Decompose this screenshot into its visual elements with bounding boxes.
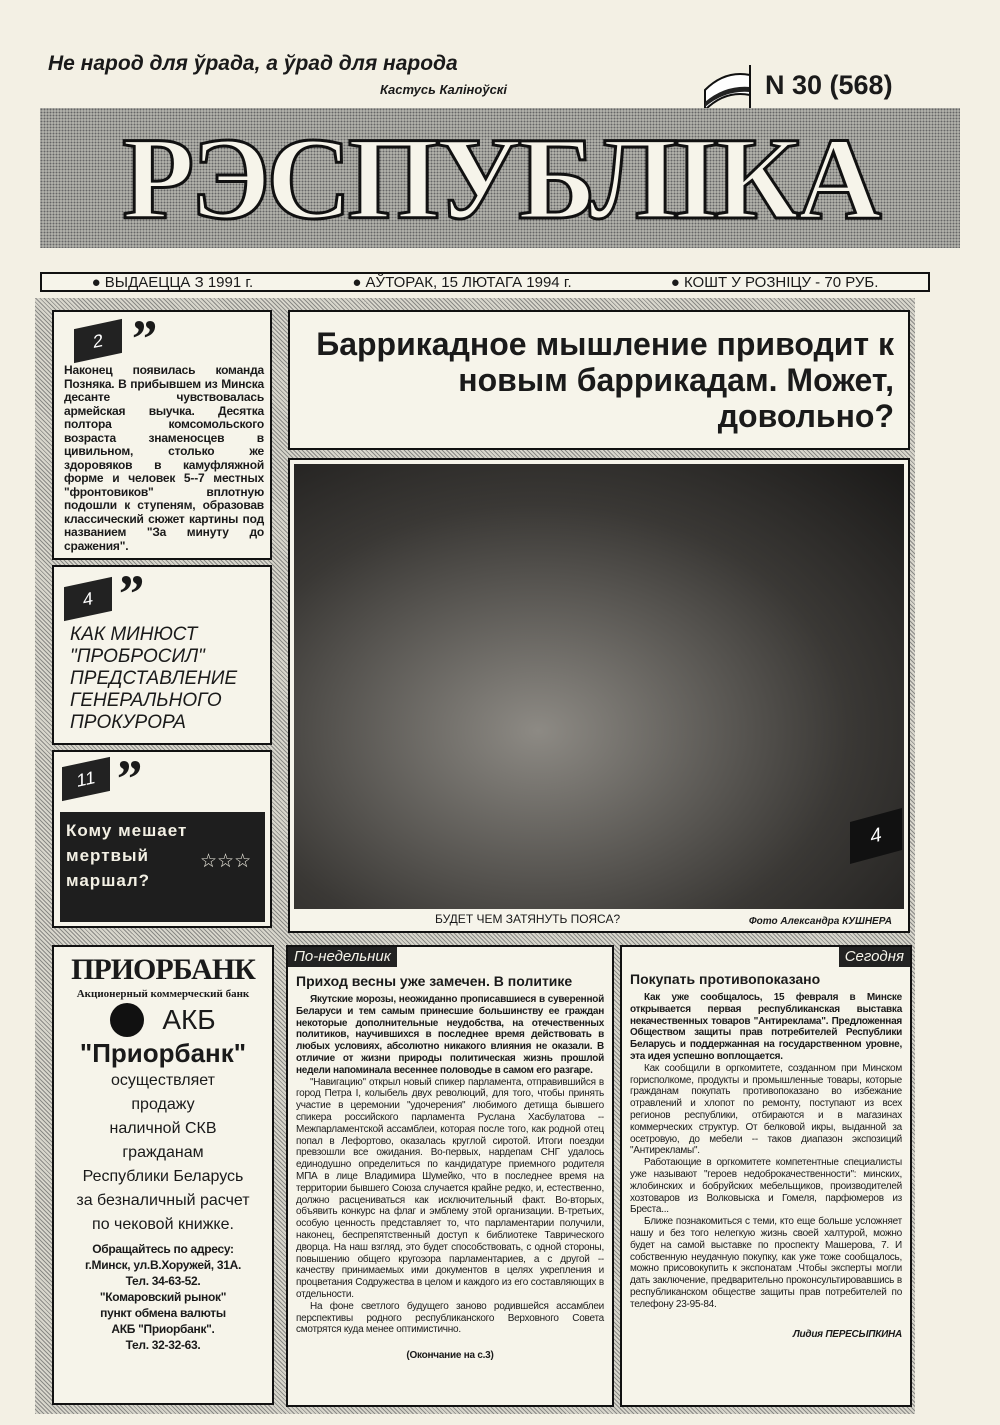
quote-icon: ” [114, 749, 141, 809]
ad-akb: АКБ [162, 1004, 216, 1035]
masthead-title: РЭСПУБЛІКА [122, 112, 878, 244]
ad-contact-line: г.Минск, ул.В.Хоружей, 31А. [84, 1258, 242, 1272]
article-paragraph: На фоне светлого будущего заново родившейся ассамблеи перспективы родного республиканского Верховного Совета смотрятся куда менее оптимистично. [296, 1300, 604, 1336]
motto: Не народ для ўрада, а ўрад для народа [48, 52, 458, 75]
stars-icon: ☆☆☆ [200, 851, 252, 872]
photo-page-badge: 4 [850, 808, 902, 864]
teaser-page-4[interactable] [52, 565, 272, 745]
lead-photo-box[interactable] [288, 458, 910, 933]
article-paragraph: Ближе познакомиться с теми, кто еще больше усложняет нашу и без того нелегкую жизнь своей халтурой, можно будет на самой выставке по проспекту Машерова, 7. И собственную неудачную покупку, как уже тоже сообщалось, можно присовокупить к экспонатам .Чтобы эксперты могли дать заключение, предварительно проконсультировавшись в республиканском обществе защиты прав потребителей по телефону 23-95-84. [630, 1216, 902, 1310]
ad-contact-line: Тел. 34-63-52. [125, 1274, 201, 1288]
teaser-text: Кому мешает мертвый маршал? [66, 821, 188, 890]
page-badge: 2 [74, 319, 122, 363]
article-title: Покупать противопоказано [630, 971, 821, 987]
photo-caption: БУДЕТ ЧЕМ ЗАТЯНУТЬ ПОЯСА? [435, 912, 621, 926]
article-po-nedelnik [286, 945, 614, 1407]
ad-line: осуществляет [111, 1072, 215, 1089]
priorbank-ad[interactable] [52, 945, 274, 1405]
page-badge: 4 [64, 577, 112, 621]
quote-icon: ” [129, 309, 156, 369]
price: ● КОШТ У РОЗНІЦУ - 70 РУБ. [670, 273, 879, 291]
ad-line: по чековой книжке. [92, 1216, 234, 1233]
bank-logo-icon [110, 1003, 144, 1037]
rubric: По-недельник [288, 947, 397, 967]
lead-headline: Баррикадное мышление приводит к новым баррикадам. Может, довольно? [316, 326, 894, 434]
ad-bank-name: "Приорбанк" [79, 1038, 247, 1068]
article-paragraph: "Навигацию" открыл новый спикер парламента, отправившийся в город Петра I, колыбель двух революций, для того, чтобы принять участие в церемонии "удочерения" любимого детища бывшего спикера российского парламента Руслана Хасбулатова -- Межпарламентской ассамблеи, которая после того, как родной отец попал в Лефортово, оказалась круглой сиротой. Итоги поездки превзошли все ожидания. Во-первых, нардепам СНГ удалось единодушно определиться по кандидатуре приемного родителя МПА в лице Владимира Шумейко, что в последнее время на территории бывшего Союза случается крайне редко, и, естественно, должно расцениваться как исключительный факт. Во-вторых, объявить конкурс на флаг и эмблему этой организации. В-третьих, особую ценность представляет то, что парламентарии получили, наконец, беспрепятственный доступ к библиотеке Таврического дворца. На наш взгляд, это будет способствовать, с одной стороны, повышению общего кругозора парламентариев, а с другой -- качеству принимаемых ими документов в целях укрепления и процветания Содружества в целом и каждого из его составляющих в отдельности. [296, 1076, 604, 1300]
teaser-text: КАК МИНЮСТ "ПРОБРОСИЛ" ПРЕДСТАВЛЕНИЕ ГЕНЕРАЛЬНОГО ПРОКУРОРА [70, 624, 238, 733]
ad-contact-line: Обращайтесь по адресу: [92, 1242, 234, 1256]
ad-contact-line: "Комаровский рынок" [99, 1290, 227, 1304]
article-title: Приход весны уже замечен. В политике [296, 973, 573, 989]
date-bar [40, 272, 930, 292]
article-paragraph: Работающие в оргкомитете компетентные специалисты уже называют "героев недоброкачественности": минских, жлобинских и бобруйских мебельщиков, производителей хозтоваров из Волковыска и Гомеля, парфюмеров из Бреста... [630, 1157, 902, 1216]
issue-number: N 30 (568) [765, 70, 893, 100]
ad-logo: ПРИОРБАНК [71, 953, 255, 986]
ad-subtitle: Акционерный коммерческий банк [76, 988, 250, 1000]
quote-icon: ” [116, 564, 143, 624]
teaser-page-2[interactable] [52, 310, 272, 560]
lead-headline-box [288, 310, 910, 450]
article-lead: Якутские морозы, неожиданно прописавшиеся в суверенной Беларуси и тем самым принесшие большинству ее граждан некоторые дополнительные неудобства, на отечественных политиков, научившихся в последнее время действовать в любых условиях, абсолютно никакого влияния не оказали. В отличие от жизни природы политическая жизнь прошлой недели напоминала весеннее половодье в самом его разгаре. [296, 994, 604, 1076]
ad-line: наличной СКВ [109, 1120, 217, 1137]
article-author: Лидия ПЕРЕСЫПКИНА [792, 1328, 902, 1340]
masthead-logo [40, 108, 960, 248]
ad-line: продажу [131, 1096, 195, 1113]
date: ● АЎТОРАК, 15 ЛЮТАГА 1994 г. [352, 273, 572, 291]
article-segodnya [620, 945, 912, 1407]
lead-photo[interactable] [294, 464, 904, 909]
motto-author: Кастусь Каліноўскі [380, 82, 508, 97]
ad-line: за безналичный расчет [76, 1192, 250, 1209]
photo-credit: Фото Александра КУШНЕРА [748, 916, 892, 927]
continued-note[interactable]: (Окончание на с.3) [406, 1350, 494, 1362]
teaser-text: Наконец появилась команда Позняка. В прибывшем из Минска десанте чувствовалась армейская выучка. Десятка полтора комсомольского возраста знаменосцев в цивильном, столько же здоровяков в камуфляжной форме и человек 5--7 местных "фронтовиков" вплотную подошли к ступеням, образовав классический сюжет картины под названием "За минуту до сражения". [64, 363, 264, 553]
article-lead: Как уже сообщалось, 15 февраля в Минске открывается первая республиканская выставка некачественных товаров "Антиреклама". Предложенная Обществом защиты прав потребителей Республики Беларусь и поддержанная на государственном уровне, эта идея успешно воплощается. [630, 992, 902, 1062]
ad-line: Республики Беларусь [82, 1168, 244, 1185]
founded: ● ВЫДАЕЦЦА З 1991 г. [91, 273, 254, 291]
ad-contact-line: АКБ "Приорбанк". [111, 1322, 215, 1336]
rubric: Сегодня [839, 947, 910, 967]
ad-line: гражданам [122, 1144, 204, 1161]
teaser-page-11[interactable] [52, 750, 272, 928]
ad-contact-line: пункт обмена валюты [100, 1306, 226, 1320]
article-paragraph: Как сообщили в оргкомитете, созданном при Минском горисполкоме, продукты и промышленные товары, которые гражданам покупать противопоказано во избежание отравлений и хлопот по ремонту, поступают из всех регионов республики, отбираются и в магазинах коммерческих структур. От белковой икры, выданной за осетровую, до мебели -- таков диапазон экспозиций "Антирекламы". [630, 1062, 902, 1157]
ad-contact-line: Тел. 32-32-63. [125, 1338, 201, 1352]
page-badge: 11 [62, 757, 110, 801]
